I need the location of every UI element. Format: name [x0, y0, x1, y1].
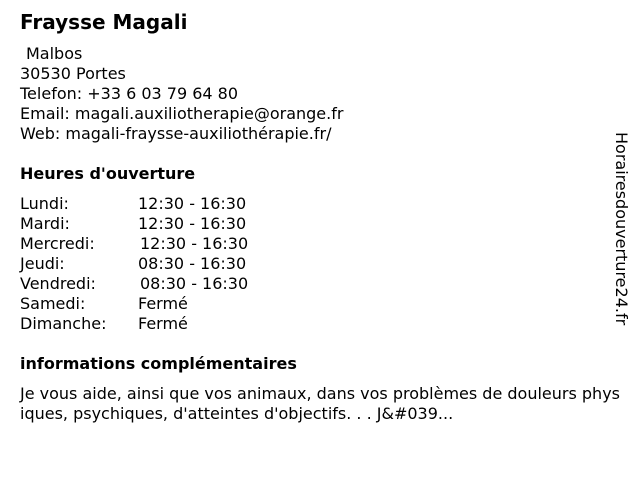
day-hours: Fermé	[138, 294, 188, 313]
contact-block	[20, 44, 343, 144]
opening-hours-heading: Heures d'ouverture	[20, 164, 196, 183]
day-hours: 08:30 - 16:30	[140, 274, 249, 293]
additional-info-heading: informations complémentaires	[20, 354, 297, 373]
additional-info-text: Je vous aide, ainsi que vos animaux, dans vos problèmes de douleurs physiques, psychiques, d'atteintes d'objectifs. . . J&#039...	[20, 384, 620, 423]
day-hours: 08:30 - 16:30	[138, 254, 247, 273]
business-name: Fraysse Magali	[20, 10, 188, 34]
day-label: Lundi:	[20, 194, 69, 213]
day-label: Dimanche:	[20, 314, 107, 333]
day-hours: 12:30 - 16:30	[140, 234, 249, 253]
phone: Telefon: +33 6 03 79 64 80	[20, 84, 239, 103]
day-hours: 12:30 - 16:30	[138, 214, 247, 233]
day-label: Jeudi:	[20, 254, 65, 273]
postal-city: 30530 Portes	[20, 64, 126, 83]
day-hours: Fermé	[138, 314, 188, 333]
site-watermark: Horairesdouverture24.fr	[612, 132, 631, 326]
day-label: Vendredi:	[20, 274, 96, 293]
day-label: Samedi:	[20, 294, 86, 313]
email: Email: magali.auxiliotherapie@orange.fr	[20, 104, 344, 123]
street: Malbos	[26, 44, 83, 63]
website: Web: magali-fraysse-auxiliothérapie.fr/	[20, 124, 332, 143]
day-hours: 12:30 - 16:30	[138, 194, 247, 213]
day-label: Mercredi:	[20, 234, 95, 253]
day-label: Mardi:	[20, 214, 70, 233]
